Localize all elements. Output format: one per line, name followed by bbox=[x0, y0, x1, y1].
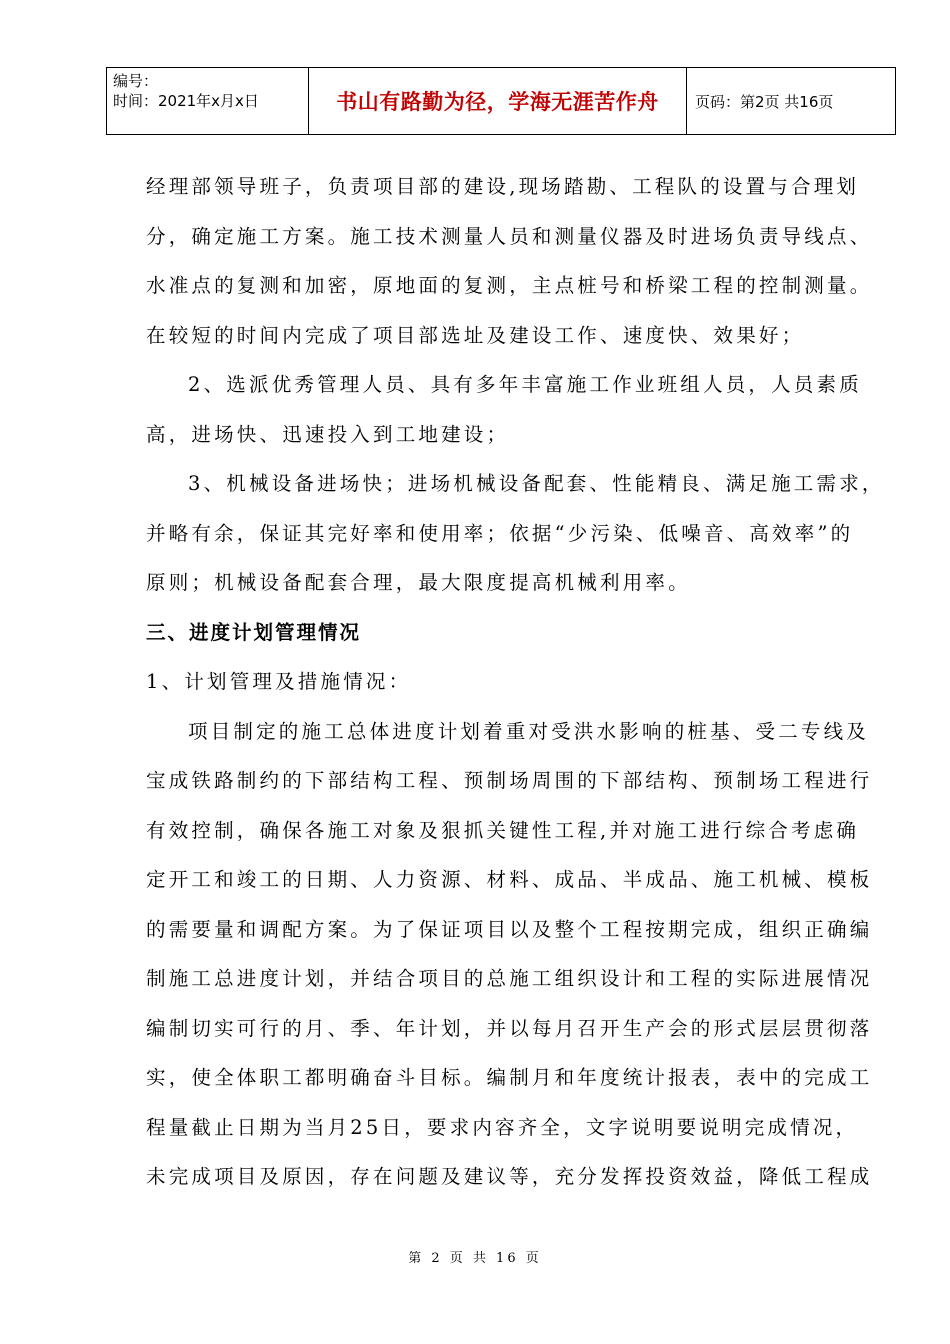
header-meta-cell bbox=[107, 68, 309, 134]
body-line: 项目制定的施工总体进度计划着重对受洪水影响的桩基、受二专线及 bbox=[188, 719, 870, 743]
document-header bbox=[106, 67, 896, 135]
body-line: 在较短的时间内完成了项目部选址及建设工作、速度快、效果好； bbox=[146, 323, 805, 347]
header-motto: 书山有路勤为径，学海无涯苦作舟 bbox=[336, 90, 659, 114]
body-line: 有效控制，确保各施工对象及狠抓关键性工程,并对施工进行综合考虑确 bbox=[146, 818, 860, 842]
header-motto-cell bbox=[309, 68, 687, 134]
body-line: 并略有余，保证其完好率和使用率；依据“少污染、低噪音、高效率”的 bbox=[146, 521, 854, 545]
body-line: 的需要量和调配方案。为了保证项目以及整个工程按期完成，组织正确编 bbox=[146, 917, 873, 941]
body-line: 2、选派优秀管理人员、具有多年丰富施工作业班组人员，人员素质 bbox=[188, 373, 862, 396]
subsection-heading: 1、计划管理及措施情况： bbox=[146, 670, 412, 693]
body-line: 程量截止日期为当月25日，要求内容齐全，文字说明要说明完成情况， bbox=[146, 1115, 859, 1139]
section-heading: 三、进度计划管理情况 bbox=[146, 620, 362, 644]
body-line: 定开工和竣工的日期、人力资源、材料、成品、半成品、施工机械、模板 bbox=[146, 868, 873, 891]
body-line: 制施工总进度计划，并结合项目的总施工组织设计和工程的实际进展情况 bbox=[146, 967, 873, 990]
page-footer: 第 2 页 共 16 页 bbox=[408, 1251, 542, 1266]
document-number-label: 编号： bbox=[113, 72, 159, 90]
document-time-label: 时间：2021年x月x日 bbox=[113, 92, 259, 110]
body-line: 3、机械设备进场快；进场机械设备配套、性能精良、满足施工需求， bbox=[188, 472, 885, 495]
body-line: 分，确定施工方案。施工技术测量人员和测量仪器及时进场负责导线点、 bbox=[146, 224, 873, 248]
body-line: 水准点的复测和加密，原地面的复测，主点桩号和桥梁工程的控制测量。 bbox=[146, 274, 873, 297]
body-line: 未完成项目及原因，存在问题及建议等，充分发挥投资效益，降低工程成 bbox=[146, 1165, 873, 1188]
document-body bbox=[146, 162, 885, 1202]
body-line: 宝成铁路制约的下部结构工程、预制场周围的下部结构、预制场工程进行 bbox=[146, 769, 873, 792]
body-line: 原则；机械设备配套合理，最大限度提高机械利用率。 bbox=[146, 571, 691, 594]
body-line: 实，使全体职工都明确奋斗目标。编制月和年度统计报表，表中的完成工 bbox=[146, 1066, 873, 1089]
body-line: 高，进场快、迅速投入到工地建设； bbox=[146, 422, 510, 446]
header-page-cell bbox=[687, 68, 895, 134]
header-page-number: 页码：第2页 共16页 bbox=[695, 92, 834, 111]
body-line: 编制切实可行的月、季、年计划，并以每月召开生产会的形式层层贯彻落 bbox=[146, 1016, 873, 1040]
body-line: 经理部领导班子，负责项目部的建设,现场踏勘、工程队的设置与合理划 bbox=[146, 175, 860, 198]
